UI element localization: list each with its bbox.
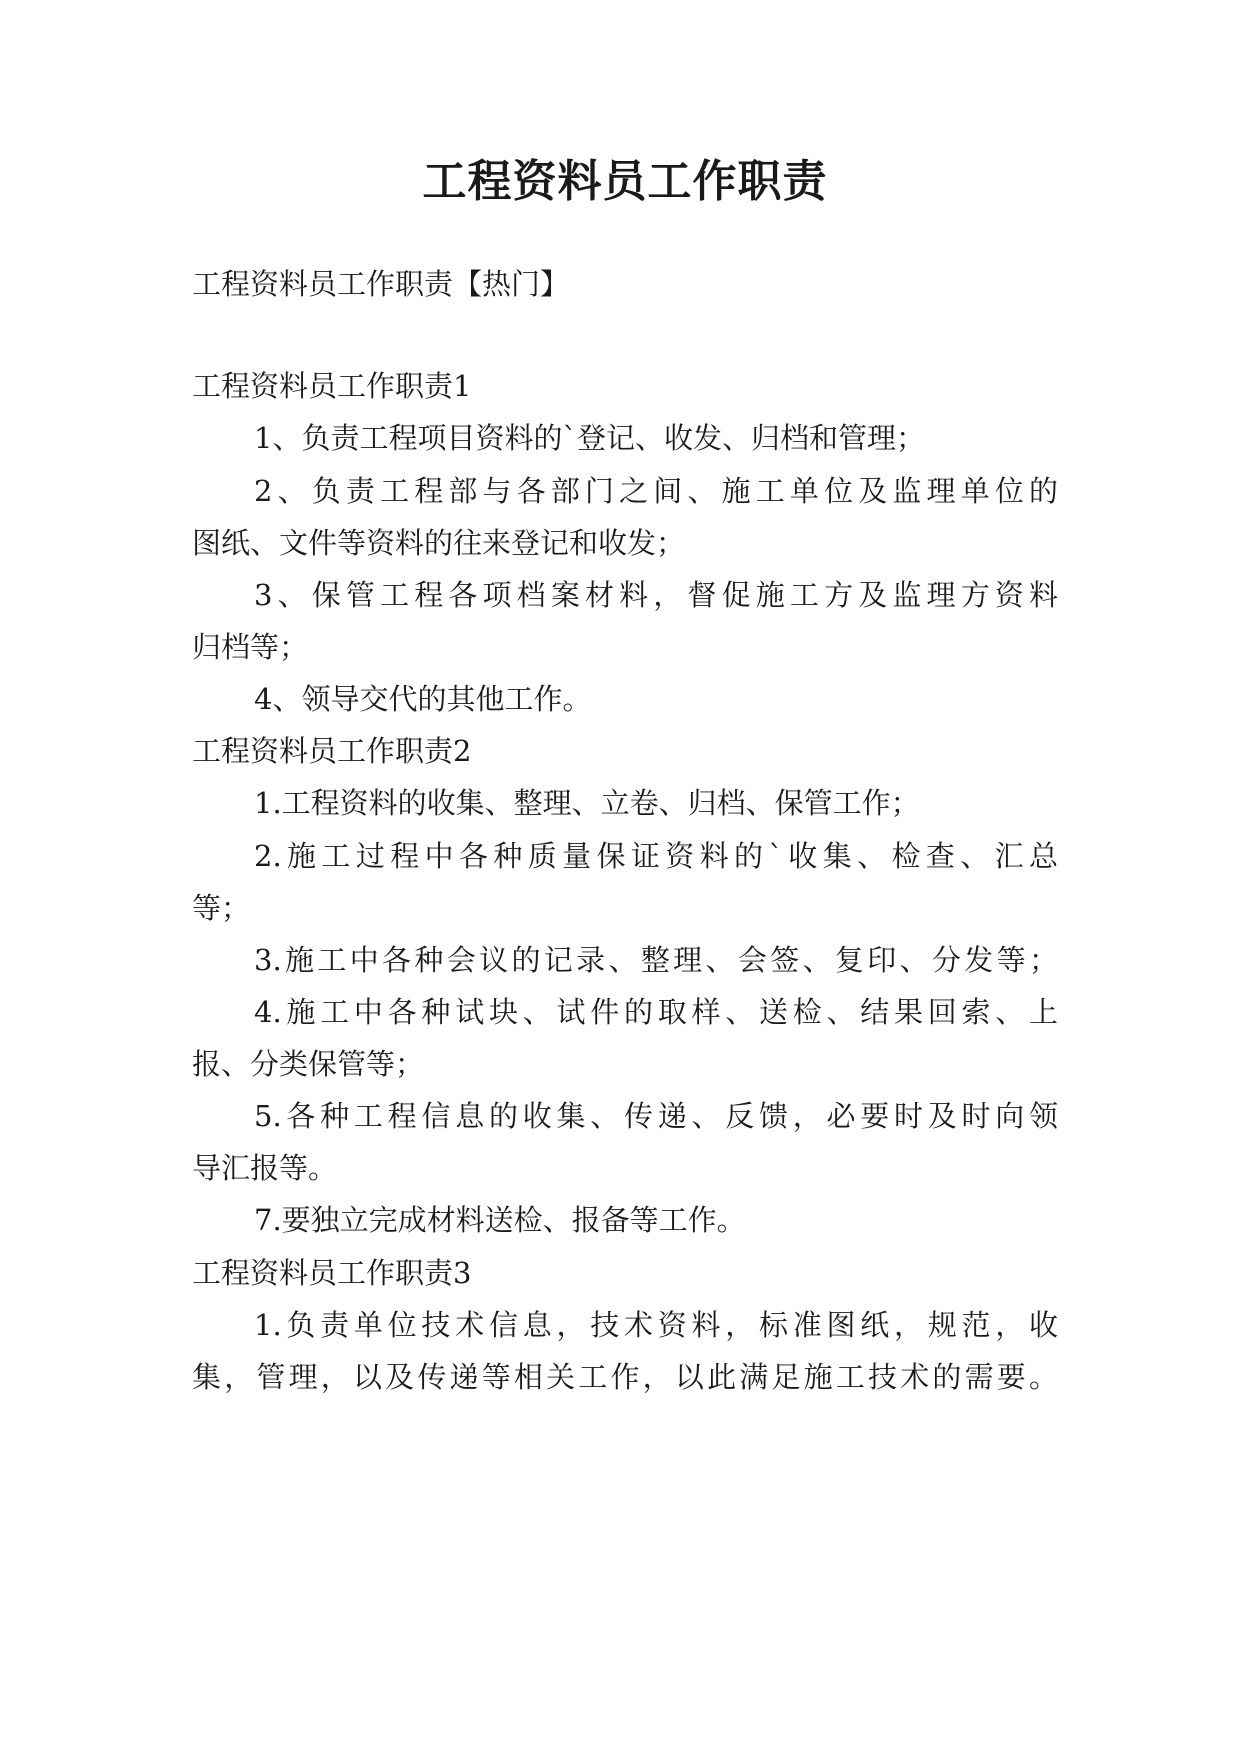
paragraph-line: 集，管理，以及传递等相关工作，以此满足施工技术的需要。	[192, 1360, 1058, 1394]
paragraph-line: 归档等；	[192, 630, 309, 664]
section-heading-1: 工程资料员工作职责1	[192, 369, 472, 403]
paragraph-line: 3、保管工程各项档案材料，督促施工方及监理方资料	[254, 578, 1058, 612]
paragraph-line: 3.施工中各种会议的记录、整理、会签、复印、分发等；	[254, 943, 1058, 977]
paragraph-line: 报、分类保管等；	[192, 1047, 425, 1081]
paragraph-line: 4.施工中各种试块、试件的取样、送检、结果回索、上	[254, 995, 1058, 1029]
document-title: 工程资料员工作职责	[422, 156, 828, 207]
paragraph-line: 7.要独立完成材料送检、报备等工作。	[254, 1203, 746, 1237]
document-page	[192, 0, 1058, 1754]
paragraph-line: 1.负责单位技术信息，技术资料，标准图纸，规范，收	[254, 1308, 1058, 1342]
paragraph-line: 5.各种工程信息的收集、传递、反馈，必要时及时向领	[254, 1099, 1058, 1133]
document-subtitle: 工程资料员工作职责【热门】	[192, 267, 570, 301]
paragraph-line: 图纸、文件等资料的往来登记和收发；	[192, 526, 686, 560]
section-heading-2: 工程资料员工作职责2	[192, 734, 472, 768]
section-heading-3: 工程资料员工作职责3	[192, 1256, 472, 1290]
paragraph-line: 1、负责工程项目资料的`登记、收发、归档和管理；	[254, 421, 925, 455]
paragraph-line: 2、负责工程部与各部门之间、施工单位及监理单位的	[254, 474, 1058, 508]
paragraph-line: 1.工程资料的收集、整理、立卷、归档、保管工作；	[254, 786, 920, 820]
paragraph-line: 2.施工过程中各种质量保证资料的`收集、检查、汇总	[254, 839, 1058, 873]
paragraph-line: 等；	[192, 891, 251, 925]
paragraph-line: 4、领导交代的其他工作。	[254, 682, 592, 716]
paragraph-line: 导汇报等。	[192, 1151, 338, 1185]
